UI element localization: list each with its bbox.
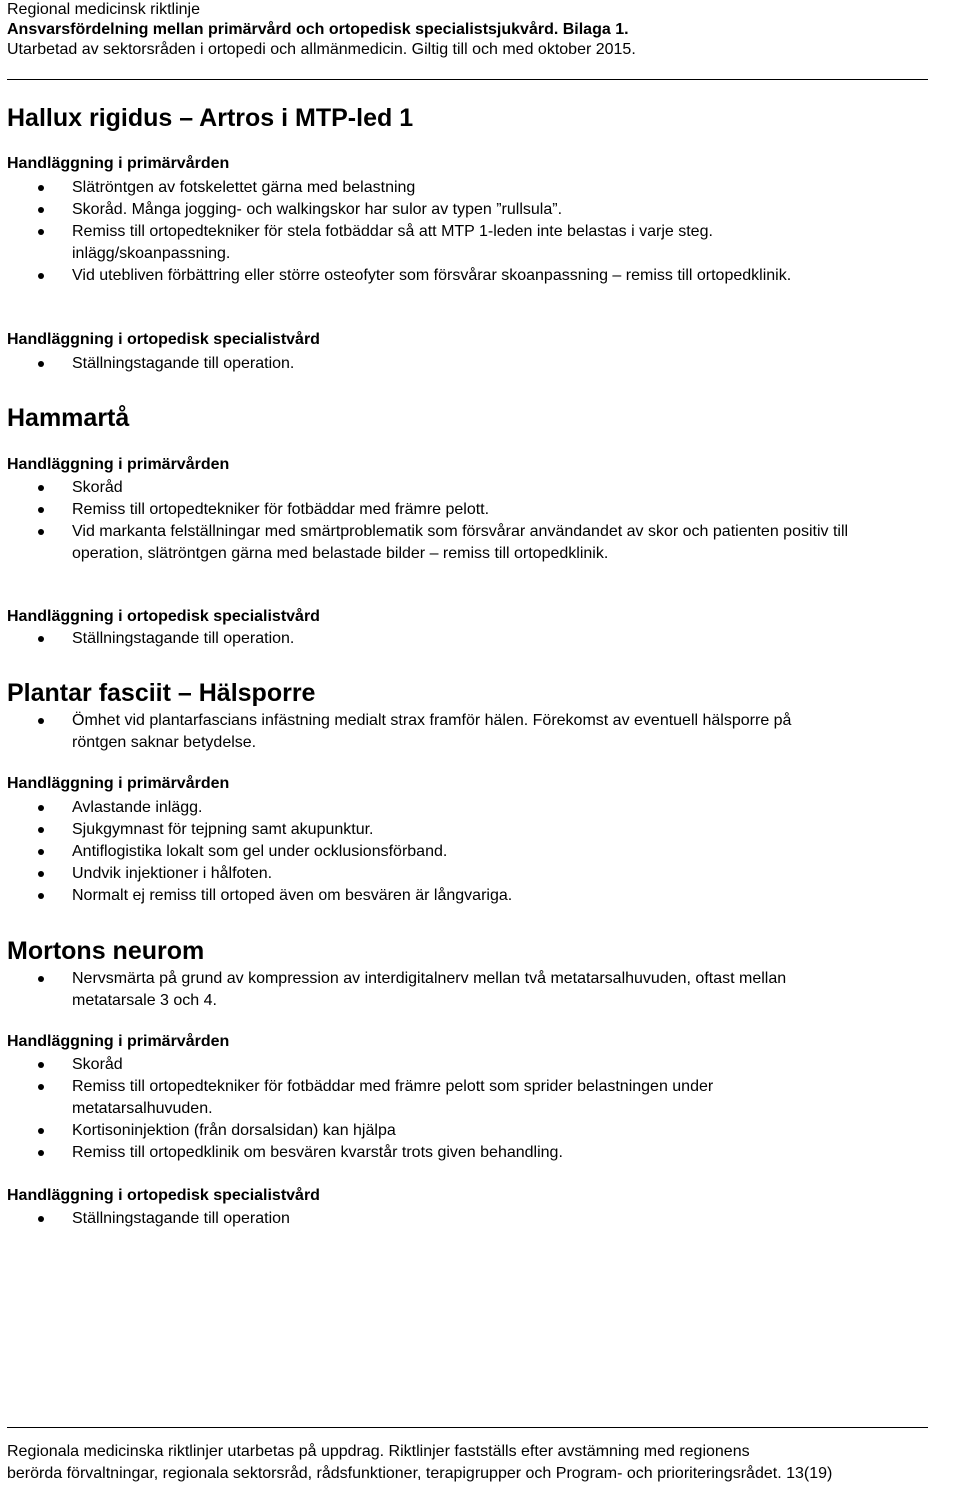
header-line-3: Utarbetad av sektorsråden i ortopedi och allmänmedicin. Giltig till och med oktober 2015. [7,41,636,58]
header-line-1: Regional medicinsk riktlinje [7,1,200,18]
list-item: Remiss till ortopedtekniker för fotbäddar med främre pelott. [0,499,900,521]
list-item: Remiss till ortopedtekniker för stela fotbäddar så att MTP 1-leden inte belastas i varje steg. inlägg/skoanpassning. [0,221,900,265]
list-item: Sjukgymnast för tejpning samt akupunktur. [0,819,900,841]
morton-intro-list [0,968,900,1012]
list-item: Remiss till ortopedklinik om besvären kvarstår trots given behandling. [0,1142,900,1164]
list-item: Ömhet vid plantarfascians infästning medialt strax framför hälen. Förekomst av eventuell hälsporre på röntgen saknar betydelse. [0,710,900,754]
list-item: Ställningstagande till operation. [0,353,900,375]
list-item: Slätröntgen av fotskelettet gärna med belastning [0,177,900,199]
list-item: Skoråd [0,477,900,499]
hallux-specialist-list [0,353,900,375]
hallux-primary-heading: Handläggning i primärvården [7,155,230,172]
list-item: Kortisoninjektion (från dorsalsidan) kan hjälpa [0,1120,900,1142]
morton-primary-list [0,1054,900,1164]
list-item: Normalt ej remiss till ortoped även om besvären är långvariga. [0,885,900,907]
morton-specialist-heading: Handläggning i ortopedisk specialistvård [7,1187,320,1204]
list-item: Vid utebliven förbättring eller större osteofyter som försvårar skoanpassning – remiss till ortopedklinik. [0,265,900,287]
hallux-primary-list [0,177,900,287]
footer-line-2: berörda förvaltningar, regionala sektorsråd, rådsfunktioner, terapigrupper och Program- och prioriteringsrådet. 13(19) [7,1465,833,1482]
list-item: Skoråd [0,1054,900,1076]
hammarta-specialist-heading: Handläggning i ortopedisk specialistvård [7,608,320,625]
footer-line-1: Regionala medicinska riktlinjer utarbetas på uppdrag. Riktlinjer fastställs efter avstämning med regionens [7,1443,750,1460]
plantar-primary-list [0,797,900,907]
list-item: Nervsmärta på grund av kompression av interdigitalnerv mellan två metatarsalhuvuden, oftast mellan metatarsale 3 och 4. [0,968,900,1012]
list-item: Ställningstagande till operation. [0,628,900,650]
list-item: Skoråd. Många jogging- och walkingskor har sulor av typen ”rullsula”. [0,199,900,221]
footer-divider [7,1427,928,1428]
hallux-specialist-heading: Handläggning i ortopedisk specialistvård [7,331,320,348]
list-item: Avlastande inlägg. [0,797,900,819]
section-title-hallux: Hallux rigidus – Artros i MTP-led 1 [7,104,414,132]
list-item: Ställningstagande till operation [0,1208,900,1230]
section-title-plantar: Plantar fasciit – Hälsporre [7,679,316,707]
morton-specialist-list [0,1208,900,1230]
header-divider [7,79,928,80]
section-title-morton: Mortons neurom [7,937,205,965]
hammarta-specialist-list [0,628,900,650]
plantar-primary-heading: Handläggning i primärvården [7,775,230,792]
document-header [7,0,636,60]
hammarta-primary-list [0,477,900,565]
header-line-2: Ansvarsfördelning mellan primärvård och ortopedisk specialistsjukvård. Bilaga 1. [7,21,629,38]
morton-primary-heading: Handläggning i primärvården [7,1033,230,1050]
plantar-intro-list [0,710,900,754]
list-item: Vid markanta felställningar med smärtproblematik som försvårar användandet av skor och patienten positiv till operation, slätröntgen gärna med belastade bilder – remiss till ortopedklinik. [0,521,900,565]
document-footer [7,1441,832,1485]
list-item: Antiflogistika lokalt som gel under ocklusionsförband. [0,841,900,863]
section-title-hammarta: Hammartå [7,404,130,432]
list-item: Undvik injektioner i hålfoten. [0,863,900,885]
list-item: Remiss till ortopedtekniker för fotbäddar med främre pelott som sprider belastningen under metatarsalhuvuden. [0,1076,900,1120]
hammarta-primary-heading: Handläggning i primärvården [7,456,230,473]
